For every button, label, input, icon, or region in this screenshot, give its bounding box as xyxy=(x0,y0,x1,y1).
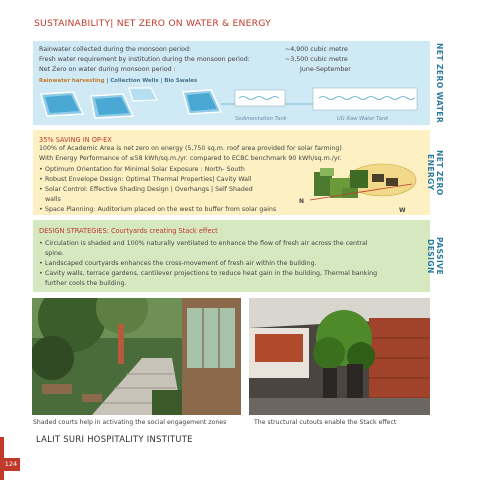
water-row-value-3: June-September xyxy=(300,66,351,73)
water-row-label-2: Fresh water requirement by institution during the monsoon period: xyxy=(39,56,250,63)
ug-raw-water-tank xyxy=(313,88,417,110)
building-massing xyxy=(314,168,368,198)
energy-bullet-4: • Space Planning: Auditorium placed on the west to buffer from solar gains xyxy=(45,206,276,213)
passive-design-label: PASSIVE DESIGN xyxy=(426,236,444,276)
sedimentation-tank xyxy=(235,90,285,106)
stack-effect-photo xyxy=(249,298,430,415)
left-photo-caption: Shaded courts help in activating the social engagement zones xyxy=(33,419,227,426)
passive-bullet-3: • Cavity walls, terrace gardens, cantilever projections to reduce heat gain in the building, Thermal banking xyxy=(45,270,377,277)
energy-bullet-1: • Optimum Orientation for Minimal Solar Exposure : North- South xyxy=(45,166,245,173)
water-row-value-2: ~3,500 cubic metre xyxy=(285,56,348,63)
collection-pool-3 xyxy=(129,88,157,101)
energy-heading: 35% SAVING IN OP-EX xyxy=(39,136,112,144)
passive-bullet-1: • Circulation is shaded and 100% naturally ventilated to enhance the flow of fresh air across the central xyxy=(45,240,368,247)
page-heading: SUSTAINABILITY| NET ZERO ON WATER & ENERGY xyxy=(34,18,271,29)
water-row-value-1: ~4,900 cubic metre xyxy=(285,46,348,53)
compass-north: N xyxy=(299,198,305,205)
passive-bullet-3-cont: further cools the building. xyxy=(45,280,127,287)
sedimentation-tank-label: Sedimentation Tank xyxy=(235,116,287,122)
solar-panel-2 xyxy=(386,178,398,186)
energy-bullet-3: • Solar Control: Effective Shading Design | Overhangs | Self Shaded xyxy=(45,186,253,193)
energy-line-1: 100% of Academic Area is net zero on energy (5,750 sq.m. roof area provided for solar farming) xyxy=(39,145,342,152)
institute-name: LALIT SURI HOSPITALITY INSTITUTE xyxy=(36,434,193,444)
energy-line-2: With Energy Performance of ≤58 kWh/sq.m./yr. compared to ECBC benchmark 90 kWh/sq.m./yr. xyxy=(39,155,342,162)
water-row-label-1: Rainwater collected during the monsoon period: xyxy=(39,46,192,53)
ug-tank-label: UG Raw Water Tank xyxy=(337,116,389,122)
passive-bullet-1-cont: spine. xyxy=(45,250,64,257)
water-row-label-3: Net Zero on water during monsoon period : xyxy=(39,66,176,73)
energy-bullet-2: • Robust Envelope Design: Optimal Thermal Properties| Cavity Wall xyxy=(45,176,252,183)
orientation-diagram xyxy=(300,160,420,212)
courtyard-photo xyxy=(32,298,241,415)
net-zero-water-label: NET ZERO WATER xyxy=(435,42,444,124)
net-zero-energy-label: NET ZERO ENERGY xyxy=(426,149,444,196)
compass-west: W xyxy=(399,207,406,214)
passive-heading: DESIGN STRATEGIES: Courtyards creating Stack effect xyxy=(39,227,218,235)
collection-pool-1 xyxy=(41,92,83,116)
collection-pool-2 xyxy=(91,94,133,118)
right-photo-caption: The structural cutouts enable the Stack effect xyxy=(254,419,397,426)
page-number: 124 xyxy=(2,458,20,471)
water-tag-rainwater: Rainwater harvesting xyxy=(39,78,105,84)
passive-bullet-2: • Landscaped courtyards enhances the cross-movement of fresh air within the building. xyxy=(45,260,317,267)
water-tag-rest: | Collection Wells | Bio Swales xyxy=(104,78,198,84)
solar-panel-1 xyxy=(372,174,384,182)
energy-bullet-3-cont: walls xyxy=(45,196,61,203)
collection-pool-4 xyxy=(183,90,221,114)
